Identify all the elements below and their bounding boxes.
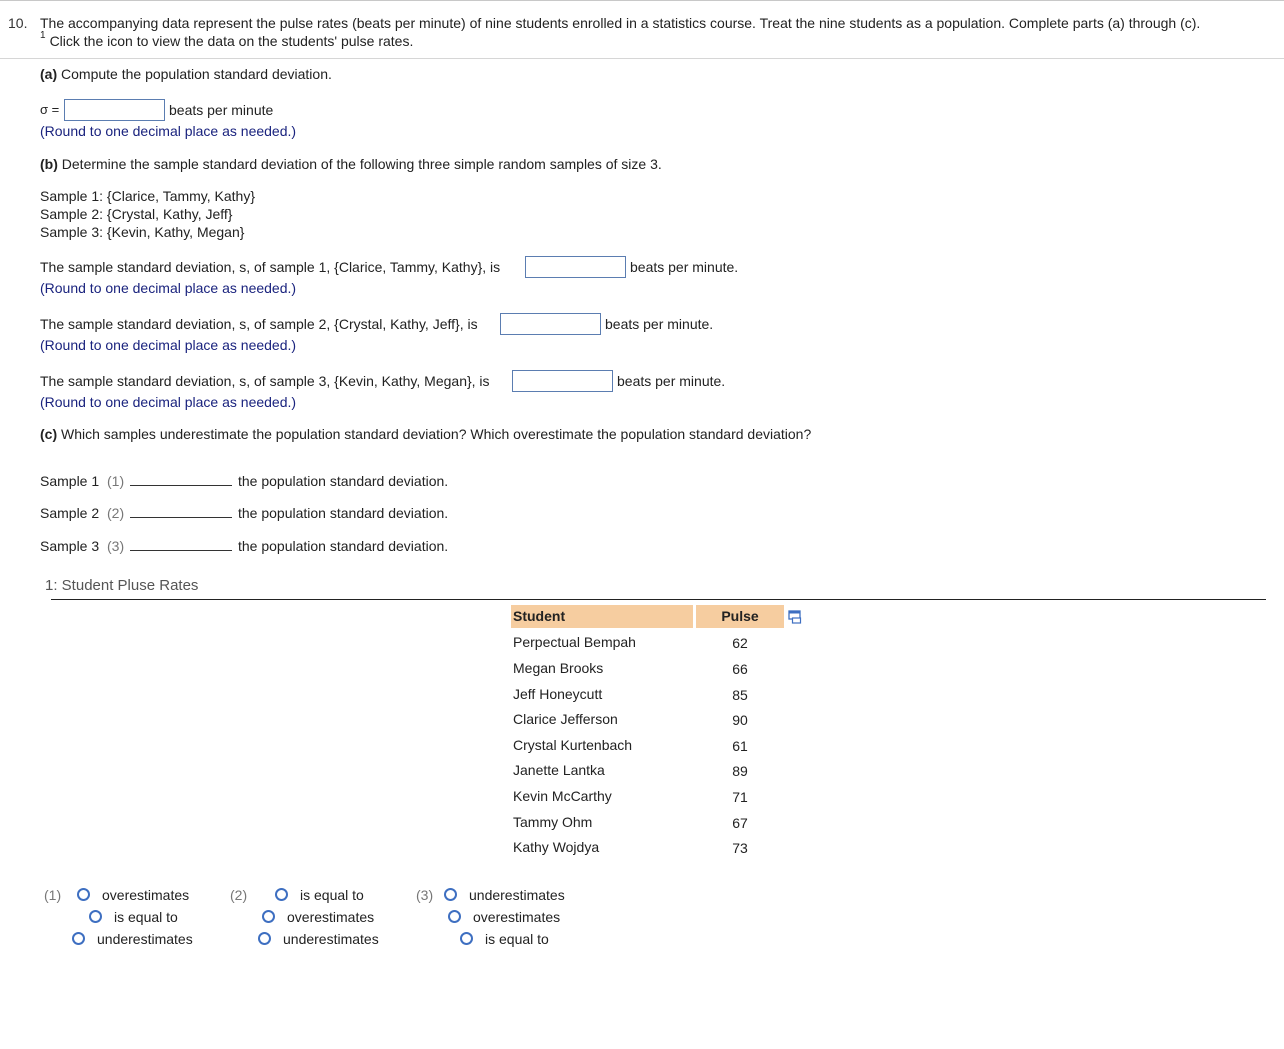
footnote [40, 30, 414, 49]
blank-3-marker: (3) [107, 538, 125, 554]
pulse-value: 66 [732, 661, 748, 677]
part-a-prompt [40, 66, 332, 82]
pulse-value: 67 [732, 815, 748, 831]
copy-icon[interactable] [788, 610, 802, 624]
student-name: Kevin McCarthy [513, 788, 612, 804]
part-a-label: (a) [40, 66, 58, 82]
pulse-value: 90 [732, 712, 748, 728]
part-a-round-note: (Round to one decimal place as needed.) [40, 123, 297, 139]
sample-2-unit: beats per minute. [605, 316, 714, 332]
header-separator [0, 58, 1284, 59]
part-c-text: Which samples underestimate the population standard deviation? Which overestimate the population standard deviation? [61, 426, 812, 442]
sample-3-sd-input[interactable] [512, 370, 613, 392]
group-1-option-label[interactable]: underestimates [97, 931, 193, 947]
group-1-radio-overestimates[interactable] [77, 888, 90, 901]
student-name: Clarice Jefferson [513, 711, 618, 727]
sigma-unit: beats per minute [169, 102, 274, 118]
group-3-radio-equal[interactable] [460, 932, 473, 945]
group-1-option-label[interactable]: overestimates [102, 887, 190, 903]
group-2-option-label[interactable]: underestimates [283, 931, 379, 947]
sample-3-round-note: (Round to one decimal place as needed.) [40, 394, 297, 410]
question-text: The accompanying data represent the pulse rates (beats per minute) of nine students enrolled in a statistics course. Treat the nine students as a population. Complete parts (a) through (c). [40, 15, 1201, 31]
pulse-value: 73 [732, 840, 748, 856]
pulse-value: 61 [732, 738, 748, 754]
student-name: Megan Brooks [513, 660, 604, 676]
blank-2[interactable] [130, 517, 232, 518]
group-3-option-label[interactable]: underestimates [469, 887, 565, 903]
group-2-marker: (2) [230, 887, 248, 903]
sample-3-row-suffix: the population standard deviation. [238, 538, 449, 554]
group-3-option-label[interactable]: overestimates [473, 909, 561, 925]
pulse-value: 71 [732, 789, 748, 805]
group-3-radio-overestimates[interactable] [448, 910, 461, 923]
sample-2-round-note: (Round to one decimal place as needed.) [40, 337, 297, 353]
group-1-option-label[interactable]: is equal to [114, 909, 178, 925]
table-title: 1: Student Pluse Rates [45, 577, 199, 594]
group-2-option-label[interactable]: is equal to [300, 887, 364, 903]
footnote-link[interactable]: Click the icon to view the data on the students' pulse rates. [49, 33, 414, 49]
group-2-option-label[interactable]: overestimates [287, 909, 375, 925]
student-name: Tammy Ohm [513, 814, 593, 830]
pulse-value: 89 [732, 763, 748, 779]
sample-1-row-label: Sample 1 [40, 473, 100, 489]
sample-1-definition: Sample 1: {Clarice, Tammy, Kathy} [40, 188, 256, 204]
group-2-radio-overestimates[interactable] [262, 910, 275, 923]
footnote-marker: 1 [40, 30, 46, 41]
part-b-label: (b) [40, 156, 58, 172]
group-3-radio-underestimates[interactable] [444, 888, 457, 901]
part-b-prompt [40, 156, 662, 172]
column-header-pulse: Pulse [696, 605, 784, 628]
blank-1-marker: (1) [107, 473, 125, 489]
blank-2-marker: (2) [107, 505, 125, 521]
sample-1-sd-input[interactable] [525, 256, 626, 278]
table-rule [51, 599, 1266, 600]
sample-2-sd-input[interactable] [500, 313, 601, 335]
sample-3-row-label: Sample 3 [40, 538, 100, 554]
sample-3-question: The sample standard deviation, s, of sample 3, {Kevin, Kathy, Megan}, is [40, 373, 490, 389]
group-3-option-label[interactable]: is equal to [485, 931, 549, 947]
sample-1-question: The sample standard deviation, s, of sample 1, {Clarice, Tammy, Kathy}, is [40, 259, 501, 275]
pulse-value: 62 [732, 635, 748, 651]
pulse-value: 85 [732, 687, 748, 703]
sample-3-definition: Sample 3: {Kevin, Kathy, Megan} [40, 224, 245, 240]
sample-1-round-note: (Round to one decimal place as needed.) [40, 280, 297, 296]
student-name: Jeff Honeycutt [513, 686, 603, 702]
sample-2-row-suffix: the population standard deviation. [238, 505, 449, 521]
column-header-student: Student [511, 605, 693, 628]
part-b-text: Determine the sample standard deviation of the following three simple random samples of size 3. [61, 156, 662, 172]
group-2-radio-equal[interactable] [275, 888, 288, 901]
sample-1-row-suffix: the population standard deviation. [238, 473, 449, 489]
part-c-prompt [40, 426, 811, 442]
sample-2-row-label: Sample 2 [40, 505, 100, 521]
student-name: Crystal Kurtenbach [513, 737, 633, 753]
group-3-marker: (3) [416, 887, 434, 903]
group-1-radio-equal[interactable] [89, 910, 102, 923]
sample-1-unit: beats per minute. [630, 259, 739, 275]
question-number: 10. [8, 15, 28, 31]
sigma-label: σ = [40, 102, 60, 117]
sigma-input[interactable] [64, 99, 165, 121]
top-border [0, 0, 1284, 1]
group-2-radio-underestimates[interactable] [258, 932, 271, 945]
part-c-label: (c) [40, 426, 58, 442]
sample-2-definition: Sample 2: {Crystal, Kathy, Jeff} [40, 206, 233, 222]
blank-3[interactable] [130, 550, 232, 551]
student-name: Janette Lantka [513, 762, 605, 778]
group-1-marker: (1) [44, 887, 62, 903]
student-name: Kathy Wojdya [513, 839, 600, 855]
student-name: Perpectual Bempah [513, 634, 636, 650]
blank-1[interactable] [130, 485, 232, 486]
sample-2-question: The sample standard deviation, s, of sample 2, {Crystal, Kathy, Jeff}, is [40, 316, 478, 332]
group-1-radio-underestimates[interactable] [72, 932, 85, 945]
part-a-text: Compute the population standard deviation. [61, 66, 332, 82]
sample-3-unit: beats per minute. [617, 373, 726, 389]
